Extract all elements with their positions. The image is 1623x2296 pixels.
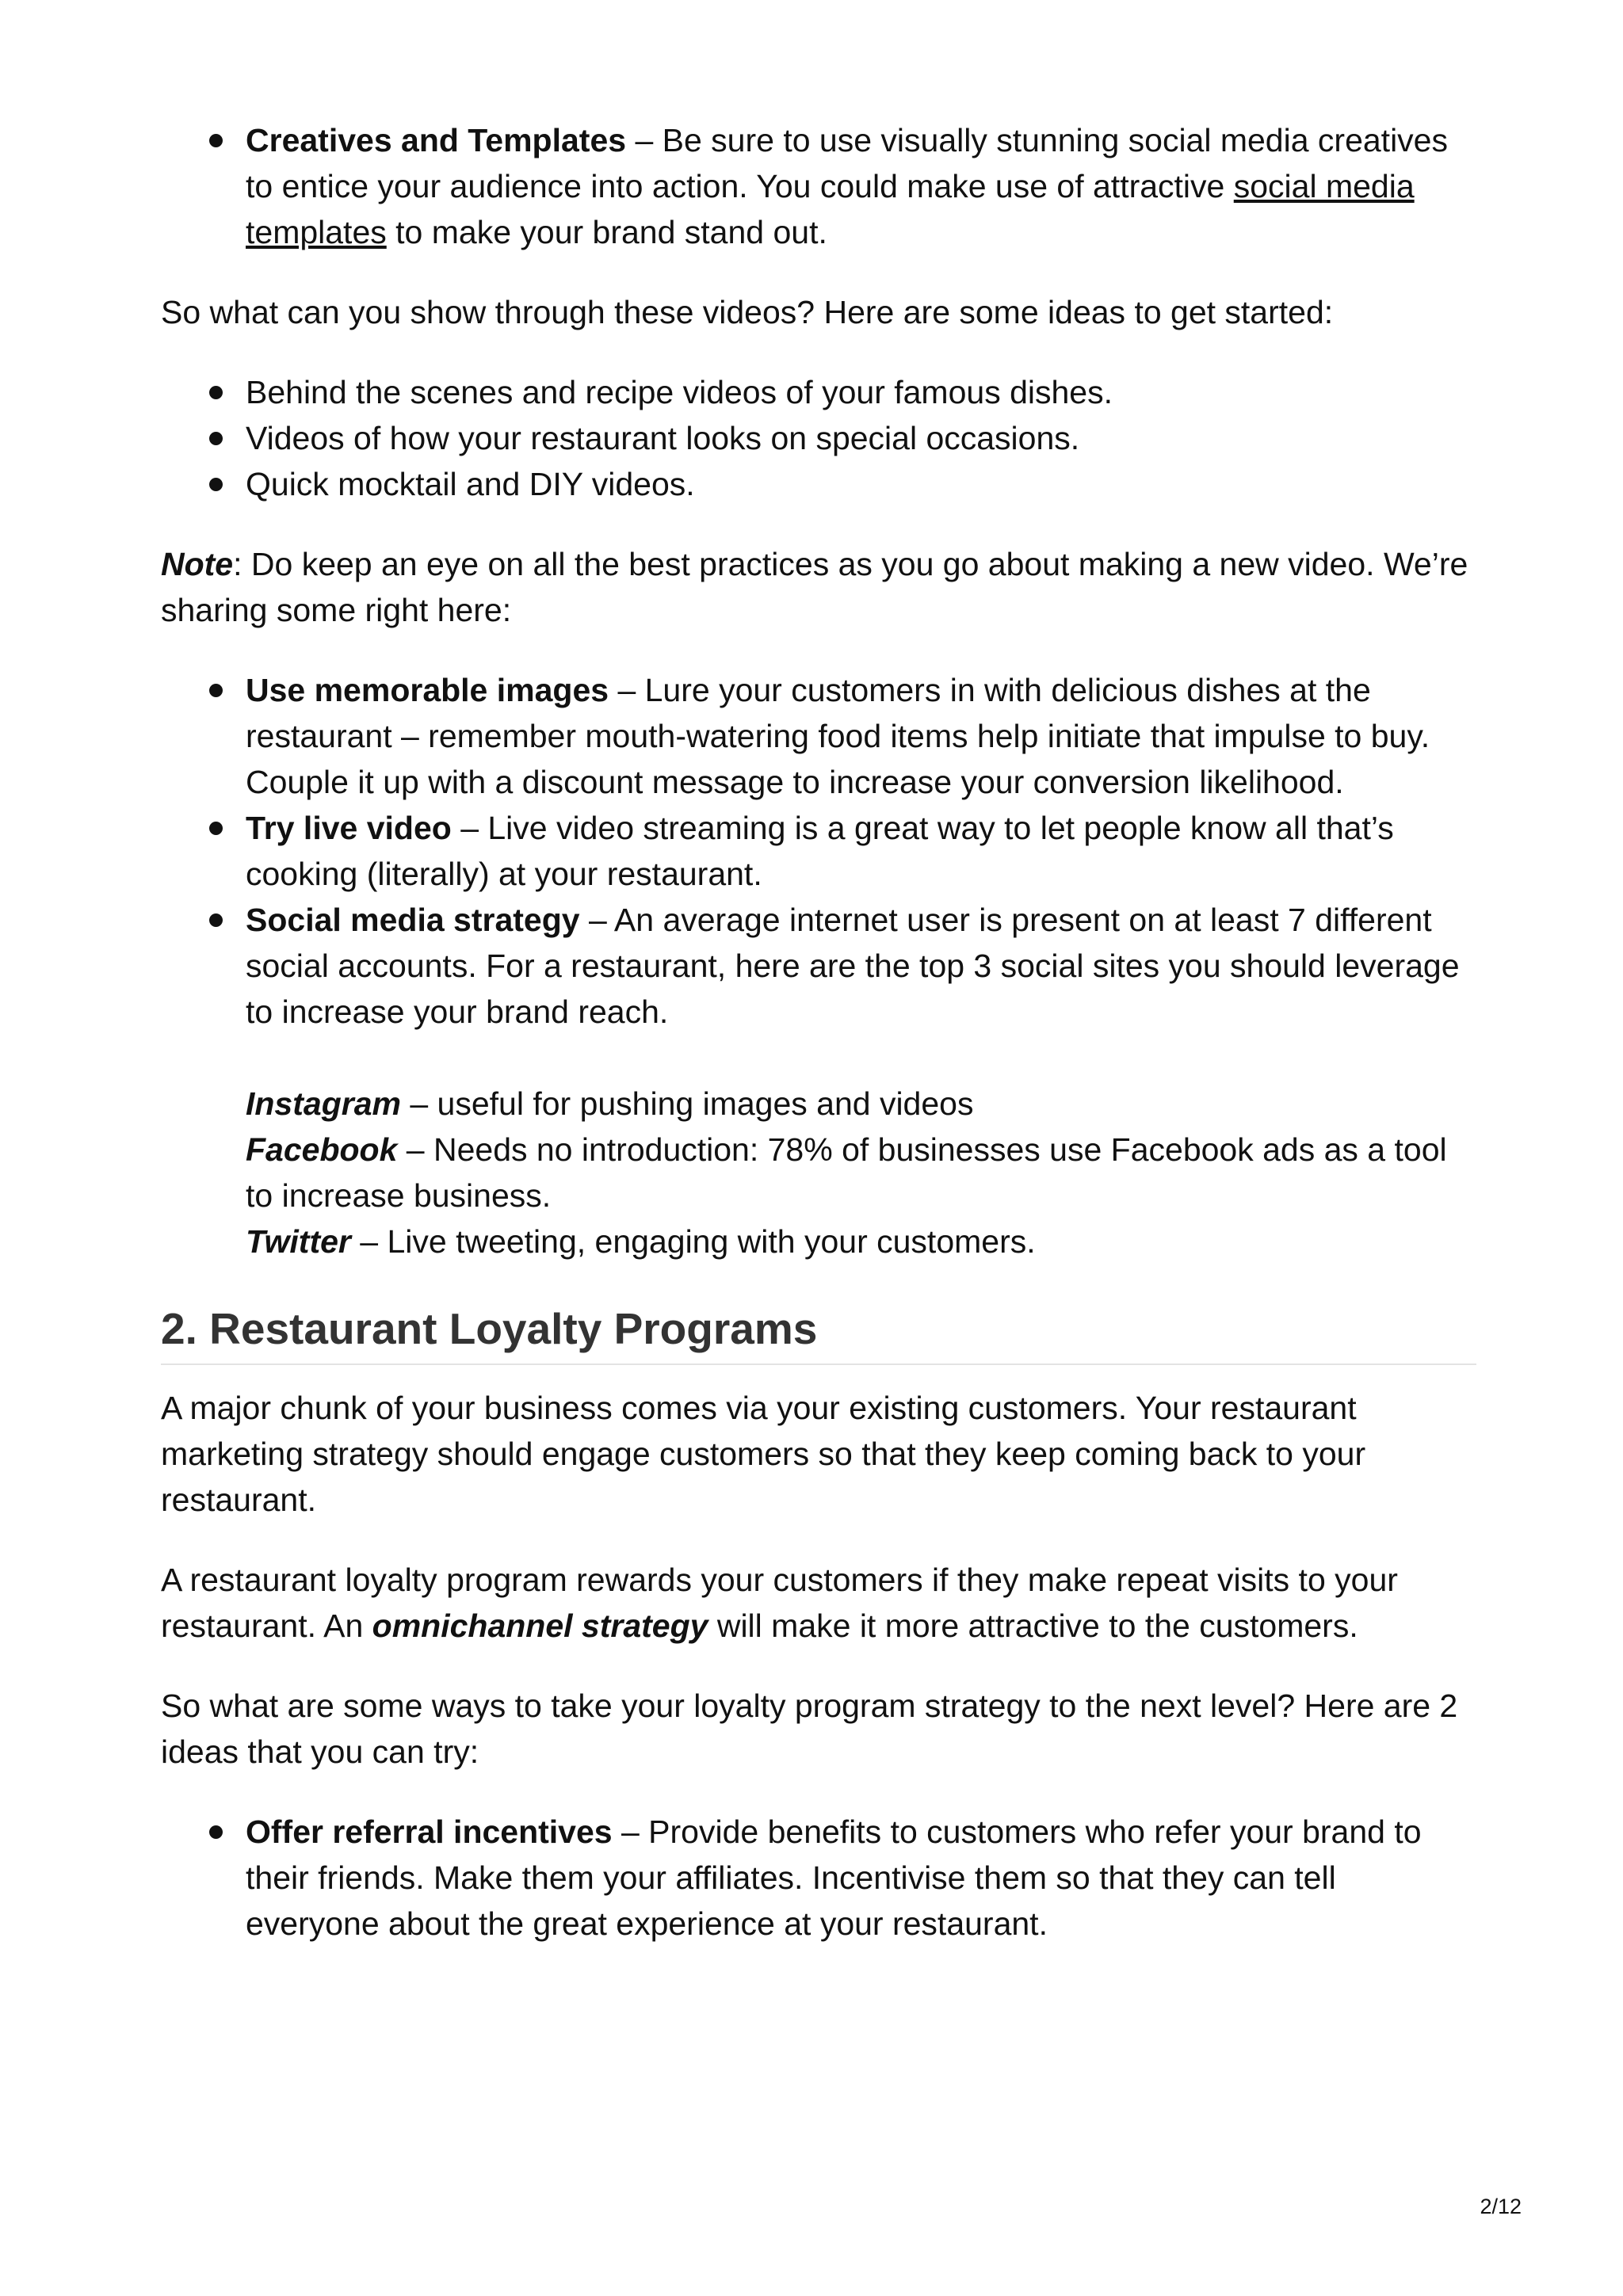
loyalty-ideas-list (161, 1809, 1476, 1947)
list-item (246, 1809, 1476, 1947)
section-heading: 2. Restaurant Loyalty Programs (161, 1300, 1476, 1365)
videos-intro-paragraph: So what can you show through these videos? Here are some ideas to get started: (161, 294, 1334, 330)
platform-name: Facebook (246, 1131, 398, 1168)
bullet-icon (209, 386, 223, 399)
video-ideas-list (161, 369, 1476, 507)
note-paragraph (161, 541, 1476, 633)
platform-twitter (246, 1219, 1476, 1264)
bullet-icon (209, 684, 223, 697)
loyalty-paragraph-2 (161, 1557, 1476, 1649)
list-item (246, 117, 1476, 255)
list-item (246, 369, 1476, 415)
page-number: 2/12 (1480, 2195, 1522, 2218)
list-item (246, 415, 1476, 461)
list-item-text: – Live video streaming is a great way to let people know all that’s cooking (literally) at your restaurant. (246, 810, 1394, 892)
list-item (246, 897, 1476, 1264)
list-item-title: Use memorable images (246, 672, 609, 708)
platform-name: Twitter (246, 1223, 351, 1260)
list-item-title: Offer referral incentives (246, 1814, 613, 1850)
platform-instagram (246, 1081, 1476, 1127)
platform-text: – Needs no introduction: 78% of businesses use Facebook ads as a tool to increase business. (246, 1131, 1447, 1214)
list-item-title: Social media strategy (246, 902, 580, 938)
bullet-icon (209, 134, 223, 147)
omnichannel-emphasis: omnichannel strategy (372, 1608, 708, 1644)
note-label: Note (161, 546, 234, 582)
list-item-text: – Be sure to use visually stunning social media creatives to entice your audience into action. You could make use of attractive (246, 122, 1448, 204)
list-item-text: Quick mocktail and DIY videos. (246, 466, 695, 502)
list-item-text: Videos of how your restaurant looks on special occasions. (246, 420, 1080, 456)
list-item-text: – Lure your customers in with delicious dishes at the restaurant – remember mouth-watering food items help initiate that impulse to buy. Couple it up with a discount message to increase your conversion likelihood. (246, 672, 1430, 800)
bullet-icon (209, 478, 223, 491)
list-item-text: – An average internet user is present on at least 7 different social accounts. For a restaurant, here are the top 3 social sites you should leverage to increase your brand reach. (246, 902, 1460, 1030)
bullet-icon (209, 432, 223, 445)
creatives-list (161, 117, 1476, 255)
list-item-text: – Provide benefits to customers who refer your brand to their friends. Make them your affiliates. Incentivise them so that they can tell everyone about the great experience at your restaurant. (246, 1814, 1422, 1942)
loyalty-paragraph-3: So what are some ways to take your loyalty program strategy to the next level? Here are 2 ideas that you can try: (161, 1688, 1458, 1770)
list-item (246, 461, 1476, 507)
list-item-text: Behind the scenes and recipe videos of your famous dishes. (246, 374, 1113, 410)
bullet-icon (209, 822, 223, 835)
document-page (161, 117, 1476, 1981)
list-item (246, 805, 1476, 897)
bullet-icon (209, 1825, 223, 1839)
note-text: : Do keep an eye on all the best practices as you go about making a new video. We’re sharing some right here: (161, 546, 1468, 628)
paragraph-text: will make it more attractive to the customers. (708, 1608, 1358, 1644)
platform-text: – useful for pushing images and videos (400, 1085, 974, 1122)
list-item-title: Creatives and Templates (246, 122, 627, 158)
platform-list (246, 1081, 1476, 1264)
platform-facebook (246, 1127, 1476, 1219)
best-practices-list (161, 667, 1476, 1264)
list-item-text: to make your brand stand out. (386, 214, 827, 250)
platform-text: – Live tweeting, engaging with your customers. (350, 1223, 1036, 1260)
loyalty-paragraph-1: A major chunk of your business comes via your existing customers. Your restaurant marketing strategy should engage customers so that they keep coming back to your restaurant. (161, 1390, 1366, 1518)
social-media-templates-link[interactable]: social media templates (246, 168, 1415, 250)
paragraph-text: A restaurant loyalty program rewards your customers if they make repeat visits to your restaurant. An (161, 1562, 1398, 1644)
bullet-icon (209, 913, 223, 927)
list-item (246, 667, 1476, 805)
platform-name: Instagram (246, 1085, 401, 1122)
list-item-title: Try live video (246, 810, 452, 846)
